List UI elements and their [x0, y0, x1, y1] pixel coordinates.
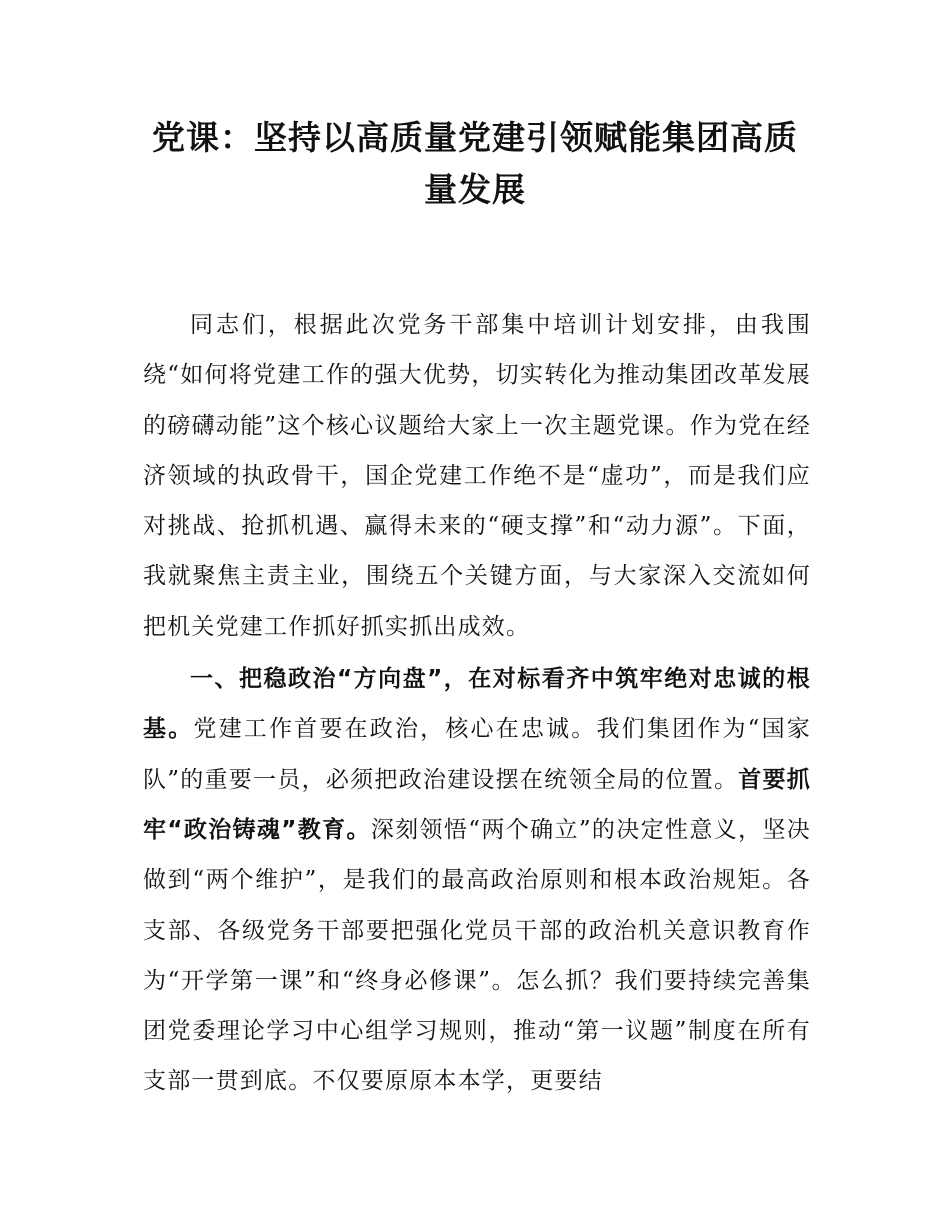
section-1-subheading: 首要抓牢“政治铸魂”教育。 — [143, 766, 811, 843]
section-1-text-1: 党建工作首要在政治，核心在忠诚。我们集团作为“国家队”的重要一员，必须把政治建设摆在统领全局的位置。 — [143, 716, 811, 793]
title-line-1: 党课：坚持以高质量党建引领赋能集团高质 — [152, 118, 798, 157]
section-1-heading: 一、把稳政治“方向盘”，在对标看齐中筑牢绝对忠诚的根基。 — [143, 666, 811, 743]
section-1-paragraph — [143, 654, 811, 1107]
document-body — [143, 300, 811, 1107]
title-line-2: 量发展 — [424, 170, 526, 209]
section-1-text-2: 深刻领悟“两个确立”的决定性意义，坚决做到“两个维护”，是我们的最高政治原则和根本政治规矩。各支部、各级党务干部要把强化党员干部的政治机关意识教育作为“开学第一课”和“终身必修课”。怎么抓？我们要持续完善集团党委理论学习中心组学习规则，推动“第一议题”制度在所有支部一贯到底。不仅要原原本本学，更要结 — [143, 816, 811, 1095]
document-title — [120, 112, 830, 216]
intro-paragraph: 同志们，根据此次党务干部集中培训计划安排，由我围绕“如何将党建工作的强大优势，切实转化为推动集团改革发展的磅礴动能”这个核心议题给大家上一次主题党课。作为党在经济领域的执政骨干，国企党建工作绝不是“虚功”，而是我们应对挑战、抢抓机遇、赢得未来的“硬支撑”和“动力源”。下面，我就聚焦主责主业，围绕五个关键方面，与大家深入交流如何把机关党建工作抓好抓实抓出成效。 — [143, 312, 811, 640]
